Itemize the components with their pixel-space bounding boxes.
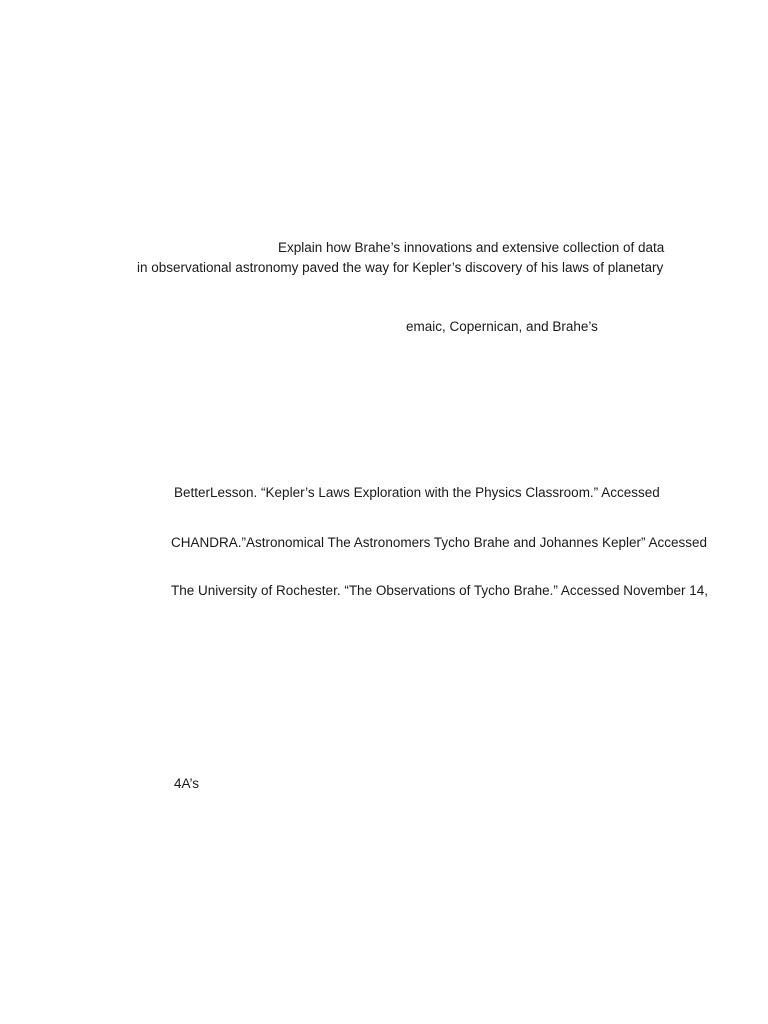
- reference-entry: The University of Rochester. “The Observations of Tycho Brahe.” Accessed November 14,: [171, 583, 708, 598]
- reference-entry: BetterLesson. “Kepler’s Laws Exploration with the Physics Classroom.” Accessed: [174, 485, 660, 500]
- section-label: 4A’s: [174, 776, 200, 791]
- reference-entry: CHANDRA.”Astronomical The Astronomers Tycho Brahe and Johannes Kepler” Accessed: [171, 535, 708, 550]
- text-fragment: emaic, Copernican, and Brahe’s: [406, 319, 598, 334]
- objective-line-2: in observational astronomy paved the way for Kepler’s discovery of his laws of planetary: [137, 260, 664, 275]
- objective-line-1: Explain how Brahe’s innovations and extensive collection of data: [278, 240, 665, 255]
